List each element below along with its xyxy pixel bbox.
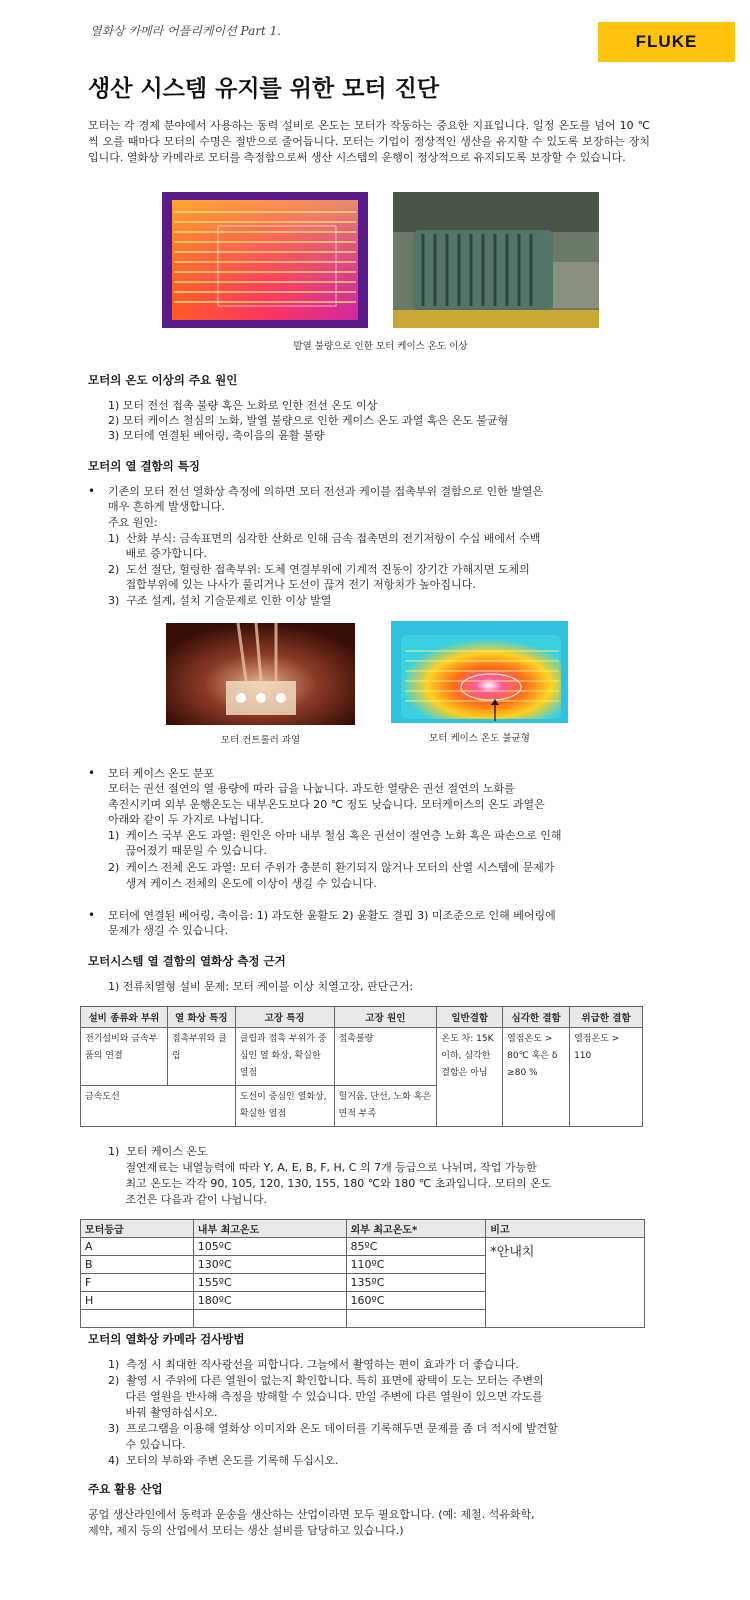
table-cell: 열점온도 > 110 (570, 1028, 643, 1127)
table-cell: 155ºC (193, 1274, 346, 1292)
table-cell: B (81, 1256, 194, 1274)
bullet-dot: • (88, 484, 96, 498)
cause-item-3: 3) 모터에 연결된 베어링, 축이음의 윤활 불량 (108, 429, 325, 442)
cause-item-2: 2) 모터 케이스 철심의 노화, 발열 불량으로 인한 케이스 온도 과열 혹은 온도 불균형 (108, 414, 509, 427)
table-header: 내부 최고온도 (193, 1220, 346, 1238)
method-line-4: 바꿔 촬영하십시오. (108, 1406, 218, 1419)
basis-heading: 모터시스템 열 결함의 열화상 측정 근거 (88, 954, 286, 968)
table-cell: 열점온도 > 80℃ 혹은 δ ≥80 % (503, 1028, 570, 1127)
feature2-sub-1: 1) 케이스 국부 온도 과열: 원인은 아마 내부 철심 혹은 권선이 절연층 노화 혹은 파손으로 인해 (108, 829, 562, 842)
series-label: 열화상 카메라 어플리케이션 Part 1. (90, 24, 282, 38)
feature2-line-2: 모터는 권선 절연의 열 용량에 따라 급을 나눕니다. 과도한 열량은 권선 절연의 노화를 (108, 782, 515, 795)
method-line-3: 다른 열원을 반사해 측정을 방해할 수 있습니다. 만일 주변에 다른 열원이 있으면 각도를 (108, 1390, 543, 1403)
feature3-line-1: 모터에 연결된 베어링, 축이음: 1) 과도한 윤활도 2) 윤활도 결핍 3) 미조준으로 인해 베어링에 (108, 909, 556, 922)
feature2-line-4: 아래와 같이 두 가지로 나뉩니다. (108, 813, 264, 826)
feature1-line-3: 주요 원인: (108, 516, 158, 529)
figure1-caption: 발열 불량으로 인한 모터 케이스 온도 이상 (293, 341, 468, 352)
table-cell: 접촉부위와 클립 (167, 1028, 235, 1086)
industry-line-2: 제약, 제지 등의 산업에서 모터는 생산 설비를 담당하고 있습니다.) (88, 1524, 404, 1537)
feature2-sub-2: 끊어졌기 때문일 수 있습니다. (108, 844, 267, 857)
table-cell: 85ºC (346, 1238, 486, 1256)
basis-item-2-line-2: 절연재료는 내열능력에 따라 Y, A, E, B, F, H, C 의 7개 등급으로 나뉘며, 작업 가능한 (108, 1161, 537, 1174)
feature2-sub-3: 2) 케이스 전체 온도 과열: 모터 주위가 충분히 환기되지 않거나 모터의 산열 시스템에 문제가 (108, 861, 555, 874)
table-cell: F (81, 1274, 194, 1292)
method-heading: 모터의 열화상 카메라 검사방법 (88, 1332, 245, 1346)
caption-controller: 모터 컨트롤러 과열 (220, 735, 301, 746)
method-line-2: 2) 촬영 시 주위에 다른 열원이 없는지 확인합니다. 특히 표면에 광택이 도는 모터는 주변의 (108, 1374, 544, 1387)
feature1-sub-2: 배로 증가합니다. (108, 547, 207, 560)
basis-item-1: 1) 전류치열형 설비 문제: 모터 케이블 이상 치열고장, 판단근거: (108, 980, 414, 993)
bullet-dot: • (88, 908, 96, 922)
table-cell: H (81, 1292, 194, 1310)
table-header-row (81, 1007, 643, 1028)
table-header: 심각한 결함 (503, 1007, 570, 1028)
feature3-line-2: 문제가 생길 수 있습니다. (108, 924, 229, 937)
table-header: 모터등급 (81, 1220, 194, 1238)
table-cell: 헐거움, 단선, 노화 혹은 면적 부족 (334, 1086, 437, 1127)
motor-grade-table (80, 1219, 645, 1328)
page-title: 생산 시스템 유지를 위한 모터 진단 (88, 76, 440, 102)
method-line-1: 1) 측정 시 최대한 직사광선을 피합니다. 그늘에서 촬영하는 편이 효과가 더 좋습니다. (108, 1358, 519, 1371)
table-cell: 클립과 접촉 부위가 중심인 열 화상, 확실한 열점 (235, 1028, 334, 1086)
table-cell: 180ºC (193, 1292, 346, 1310)
feature2-line-1: 모터 케이스 온도 분포 (108, 767, 215, 780)
table-header-row (81, 1220, 645, 1238)
intro-paragraph: 모터는 각 경제 분야에서 사용하는 동력 설비로 온도는 모터가 작동하는 중요한 지표입니다. 일정 온도를 넘어 10 ℃씩 오를 때마다 모터의 수명은 절반으로 줄어듭니다. 모터는 기업이 정상적인 생산을 유지할 수 있도록 보장하는 장치입니다. 열화상 카메라로 모터를 측정함으로써 생산 시스템의 운행이 정상적으로 유지되도록 보장할 수 있습니다. (88, 119, 650, 164)
basis-item-2-line-4: 조건은 다음과 같이 나뉩니다. (108, 1193, 267, 1206)
table-header: 설비 종류와 부위 (81, 1007, 168, 1028)
feature1-sub-1: 1) 산화 부식: 금속표면의 심각한 산화로 인해 금속 접촉면의 전기저항이 수십 배에서 수백 (108, 532, 541, 545)
method-line-7: 4) 모터의 부하와 주변 온도를 기록해 두십시오. (108, 1454, 339, 1467)
fault-criteria-table (80, 1006, 643, 1127)
table-cell (81, 1310, 194, 1328)
caption-case: 모터 케이스 온도 불균형 (429, 733, 530, 744)
industry-line-1: 공업 생산라인에서 동력과 운송을 생산하는 산업이라면 모두 필요합니다. (예: 제철. 석유화학, (88, 1508, 535, 1521)
basis-item-2-line-1: 1) 모터 케이스 온도 (108, 1145, 208, 1158)
table-cell: 135ºC (346, 1274, 486, 1292)
feature1-line-2: 매우 흔하게 발생합니다. (108, 500, 225, 513)
table-cell (193, 1310, 346, 1328)
thermal-image-motor (162, 192, 368, 328)
industry-heading: 주요 활용 산업 (88, 1482, 163, 1496)
table-header: 위급한 결함 (570, 1007, 643, 1028)
bullet-dot: • (88, 766, 96, 780)
table-cell: 160ºC (346, 1292, 486, 1310)
table-cell: 105ºC (193, 1238, 346, 1256)
method-line-5: 3) 프로그램을 이용해 열화상 이미지와 온도 데이터를 기록해두면 문제를 좀 더 적시에 발견할 (108, 1422, 558, 1435)
table-cell: 온도 차: 15K 이하, 심각한 결함은 아님 (437, 1028, 503, 1127)
basis-item-2-line-3: 최고 온도는 각각 90, 105, 120, 130, 155, 180 ℃와 180 ℃ 초과입니다. 모터의 온도 (108, 1177, 552, 1190)
fluke-logo (598, 22, 735, 62)
table-cell: 접촉불량 (334, 1028, 437, 1086)
table-note: *안내치 (486, 1238, 645, 1328)
table-cell (346, 1310, 486, 1328)
table-cell: 금속도선 (81, 1086, 236, 1127)
feature1-sub-5: 3) 구조 설계, 설치 기술문제로 인한 이상 발열 (108, 594, 332, 607)
table-header: 고장 원인 (334, 1007, 437, 1028)
table-header: 일반결함 (437, 1007, 503, 1028)
table-row (81, 1028, 643, 1086)
feature1-line-1: 기존의 모터 전선 열화상 측정에 의하면 모터 전선과 케이블 접촉부위 결함으로 인한 발열은 (108, 485, 544, 498)
feature1-sub-3: 2) 도선 절단, 헐렁한 접촉부위: 도체 연결부위에 기계적 진동이 장기간 가해지면 도체의 (108, 563, 530, 576)
brand-text: FLUKE (635, 32, 698, 51)
table-row (81, 1238, 645, 1256)
table-cell: 전기설비와 금속부품의 연결 (81, 1028, 168, 1086)
thermal-image-case (391, 621, 568, 723)
feature2-sub-4: 생겨 케이스 전체의 온도에 이상이 생길 수 있습니다. (108, 877, 377, 890)
table-cell: 도선이 중심인 열화상, 확실한 열점 (235, 1086, 334, 1127)
table-cell: A (81, 1238, 194, 1256)
feature2-line-3: 촉진시키며 외부 운행온도는 내부온도보다 20 ℃ 정도 낮습니다. 모터케이스의 온도 과열은 (108, 798, 545, 811)
table-cell: 110ºC (346, 1256, 486, 1274)
method-line-6: 수 있습니다. (108, 1438, 186, 1451)
table-header: 고장 특징 (235, 1007, 334, 1028)
features-heading: 모터의 열 결함의 특징 (88, 459, 200, 473)
photo-motor (393, 192, 599, 328)
table-cell: 130ºC (193, 1256, 346, 1274)
causes-heading: 모터의 온도 이상의 주요 원인 (88, 373, 238, 387)
cause-item-1: 1) 모터 전선 접촉 불량 혹은 노화로 인한 전선 온도 이상 (108, 399, 378, 412)
table-header: 열 화상 특징 (167, 1007, 235, 1028)
photo-motor-controller (166, 623, 355, 725)
table-header: 외부 최고온도* (346, 1220, 486, 1238)
feature1-sub-4: 접합부위에 있는 나사가 풀리거나 도선이 끊겨 전기 저항치가 높아집니다. (108, 578, 476, 591)
table-header: 비고 (486, 1220, 645, 1238)
